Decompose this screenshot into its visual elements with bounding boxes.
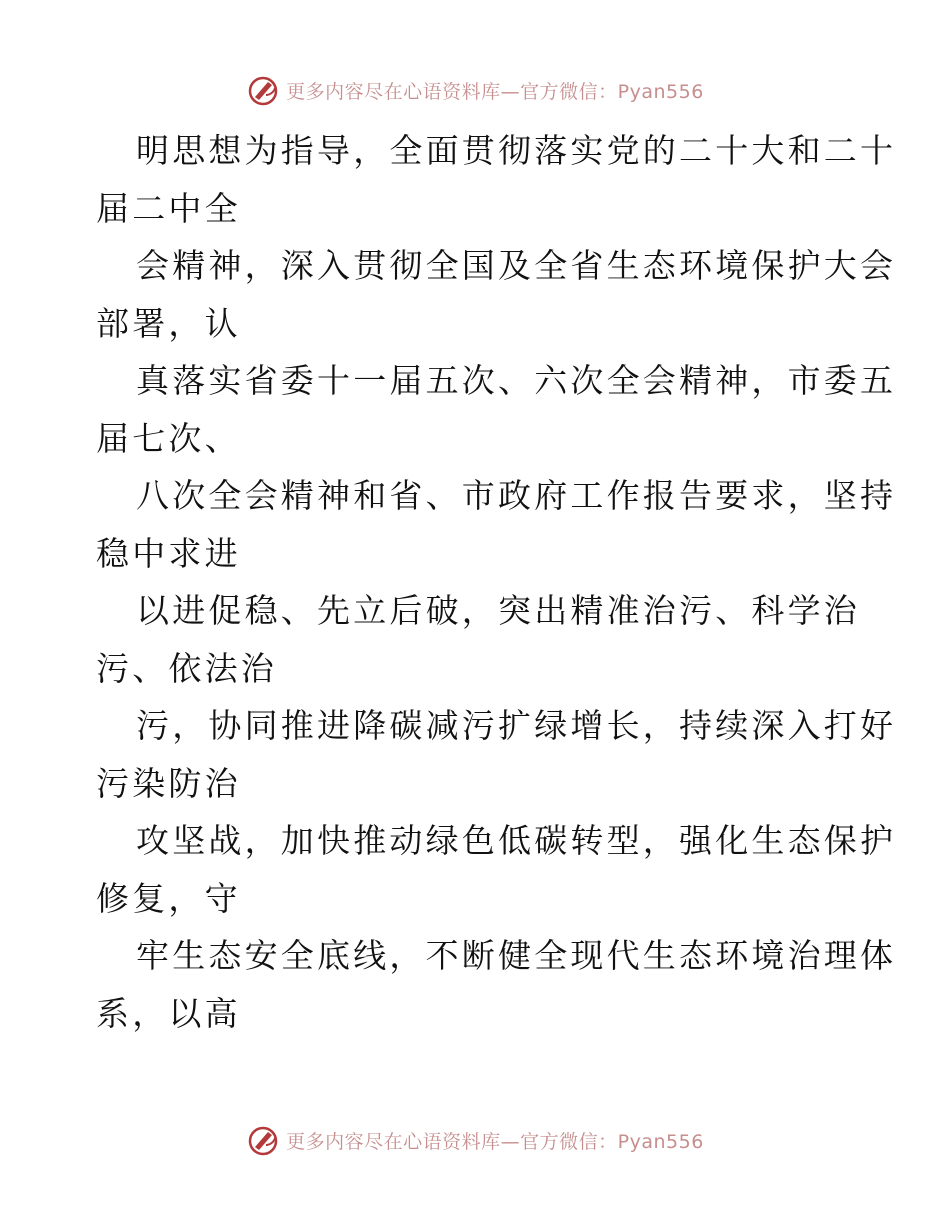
text-line: 会精神，深入贯彻全国及全省生态环境保护大会 <box>136 246 897 285</box>
text-line: 污，协同推进降碳减污扩绿增长，持续深入打好 <box>136 706 897 745</box>
footer-watermark-banner <box>0 1120 950 1160</box>
header-watermark-text: 更多内容尽在心语资料库—官方微信：Pyan556 <box>286 80 704 103</box>
text-line: 修复，守 <box>96 878 241 918</box>
header-watermark-banner <box>0 70 950 110</box>
text-line: 污染防治 <box>96 763 241 803</box>
text-line: 攻坚战，加快推动绿色低碳转型，强化生态保护 <box>136 821 897 860</box>
text-line: 部署，认 <box>96 303 241 343</box>
pen-logo-icon <box>246 1123 280 1157</box>
text-line: 届二中全 <box>96 188 241 228</box>
text-line: 牢生态安全底线，不断健全现代生态环境治理体 <box>136 936 897 975</box>
pen-logo-icon <box>246 73 280 107</box>
text-line: 届七次、 <box>96 418 241 458</box>
text-line: 污、依法治 <box>96 648 277 688</box>
text-line: 以进促稳、先立后破，突出精准治污、科学治 <box>136 591 860 630</box>
text-line: 系，以高 <box>96 993 241 1033</box>
text-line: 稳中求进 <box>96 533 241 573</box>
text-line: 八次全会精神和省、市政府工作报告要求，坚持 <box>136 476 897 515</box>
document-body <box>96 122 897 1042</box>
text-line: 真落实省委十一届五次、六次全会精神，市委五 <box>136 361 897 400</box>
footer-watermark-text: 更多内容尽在心语资料库—官方微信：Pyan556 <box>286 1130 704 1153</box>
text-line: 明思想为指导，全面贯彻落实党的二十大和二十 <box>136 131 897 170</box>
